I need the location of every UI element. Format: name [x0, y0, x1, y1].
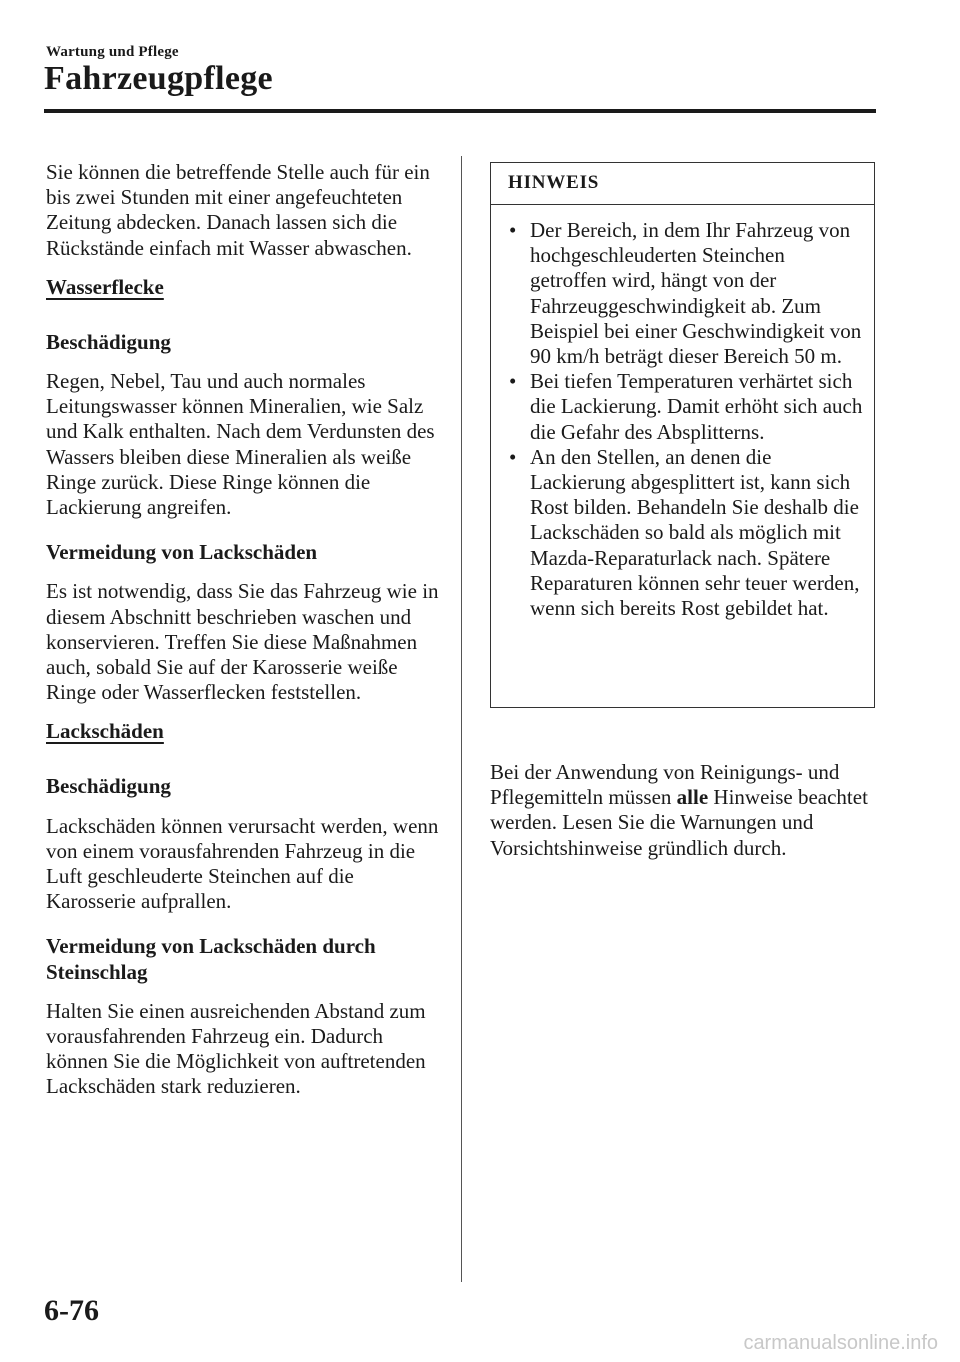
paragraph-damage: Regen, Nebel, Tau und auch normales Leitungswasser können Mineralien, wie Salz und Kalk enthalten. Nach dem Verdunsten des Wassers bleiben diese Mineralien als weiße Ringe zurück. Diese Ringe können die Lackierung angreifen.	[46, 369, 435, 520]
intro-paragraph: Sie können die betreffende Stelle auch für ein bis zwei Stunden mit einer angefeuchteten Zeitung abdecken. Danach lassen sich die Rückstände einfach mit Wasser abwaschen.	[46, 160, 430, 260]
bullet-icon: •	[509, 218, 517, 242]
note-item	[505, 445, 864, 621]
left-column	[46, 160, 446, 1114]
note-item-text: Der Bereich, in dem Ihr Fahrzeug von hochgeschleuderten Steinchen getroffen wird, hängt von der Fahrzeuggeschwindigkeit ab. Zum Beispiel bei einer Geschwindigkeit von 90 km/h beträgt dieser Bereich 50 m.	[530, 218, 862, 369]
note-item-text: Bei tiefen Temperaturen verhärtet sich die Lackierung. Damit erhöht sich auch die Gefahr des Absplitterns.	[530, 369, 863, 444]
section-title-wasserflecke: Wasserflecke	[46, 274, 164, 299]
emphasis-all: alle	[676, 785, 709, 810]
watermark-text: carmanualsonline.info	[743, 1332, 938, 1354]
note-box	[490, 162, 875, 708]
page-title: Fahrzeugpflege	[44, 60, 273, 97]
note-item	[505, 218, 864, 369]
header-section-label: Wartung und Pflege	[46, 44, 179, 60]
paragraph-text-after: Hinweise beachtet werden. Lesen Sie die Warnungen und Vorsichtshinweise gründlich durch.	[490, 785, 868, 860]
subheading-prevention: Vermeidung von Lackschäden	[46, 540, 318, 565]
cleaning-agents-paragraph	[490, 760, 890, 861]
column-divider	[461, 156, 462, 1282]
subheading-damage-2: Beschädigung	[46, 774, 171, 799]
paragraph-prevention: Es ist notwendig, dass Sie das Fahrzeug wie in diesem Abschnitt beschrieben waschen und konservieren. Treffen Sie diese Maßnahmen auch, sobald Sie auf der Karosserie weiße Ringe oder Wasserflecken feststellen.	[46, 579, 439, 705]
header-rule	[44, 109, 876, 113]
bullet-icon: •	[509, 444, 517, 469]
subheading-damage: Beschädigung	[46, 329, 171, 354]
page-number: 6-76	[44, 1294, 99, 1327]
section-title-lackschaeden: Lackschäden	[46, 719, 164, 744]
note-list	[491, 205, 874, 621]
subheading-prevention-2: Vermeidung von Lackschäden durch Steinschlag	[46, 934, 376, 984]
bullet-icon: •	[509, 369, 517, 394]
paragraph-text-before: Bei der Anwendung von Reinigungs- und Pflegemitteln müssen	[490, 760, 840, 810]
paragraph-prevention-2: Halten Sie einen ausreichenden Abstand zum vorausfahrenden Fahrzeug ein. Dadurch können Sie die Möglichkeit von auftretenden Lackschäden stark reduzieren.	[46, 998, 426, 1099]
paragraph-damage-2: Lackschäden können verursacht werden, wenn von einem vorausfahrenden Fahrzeug in die Luft geschleuderte Steinchen auf die Karosserie aufprallen.	[46, 813, 439, 914]
note-item-text: An den Stellen, an denen die Lackierung abgesplittert ist, kann sich Rost bilden. Behandeln Sie deshalb die Lackschäden so bald als möglich mit Mazda-Reparaturlack nach. Spätere Reparaturen können sehr teuer werden, wenn sich bereits Rost gebildet hat.	[530, 444, 860, 621]
note-heading: HINWEIS	[491, 163, 874, 205]
note-item	[505, 369, 864, 445]
